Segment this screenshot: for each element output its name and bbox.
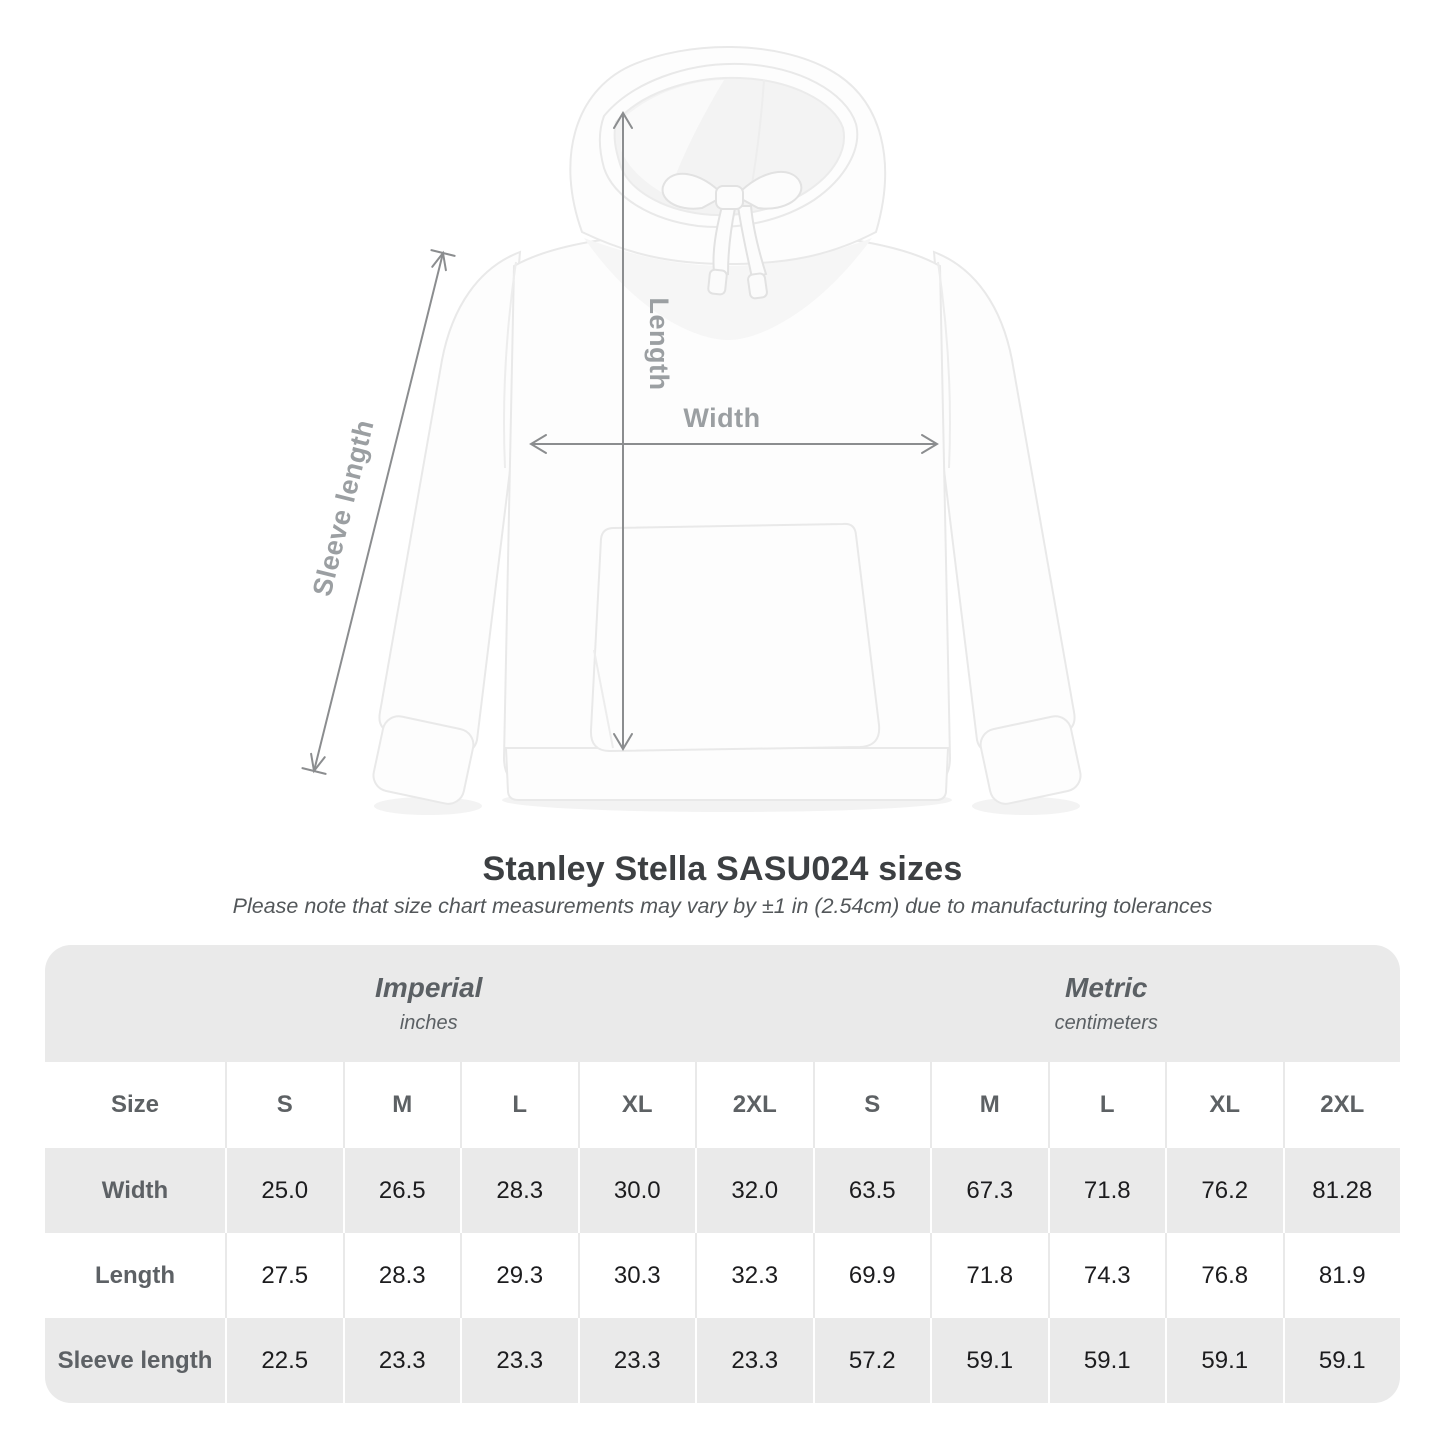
right-sleeve xyxy=(934,252,1075,751)
value-cell: 76.8 xyxy=(1165,1233,1283,1318)
imperial-header xyxy=(45,945,813,1062)
value-cell: 26.5 xyxy=(343,1148,461,1233)
value-cell: 69.9 xyxy=(813,1233,931,1318)
size-col-header: L xyxy=(460,1062,578,1148)
value-cell: 30.3 xyxy=(578,1233,696,1318)
value-cell: 30.0 xyxy=(578,1148,696,1233)
kangaroo-pocket xyxy=(591,524,879,751)
value-cell: 59.1 xyxy=(1283,1318,1401,1403)
size-table xyxy=(45,945,1400,1403)
value-cell: 74.3 xyxy=(1048,1233,1166,1318)
value-cell: 23.3 xyxy=(343,1318,461,1403)
imperial-unit: inches xyxy=(399,1012,458,1034)
size-col-label: Size xyxy=(45,1062,225,1148)
value-cell: 81.28 xyxy=(1283,1148,1401,1233)
row-label: Length xyxy=(45,1233,225,1318)
value-cell: 28.3 xyxy=(343,1233,461,1318)
size-col-header: XL xyxy=(578,1062,696,1148)
value-cell: 27.5 xyxy=(225,1233,343,1318)
value-cell: 59.1 xyxy=(930,1318,1048,1403)
value-cell: 25.0 xyxy=(225,1148,343,1233)
size-col-header: M xyxy=(343,1062,461,1148)
size-col-header: M xyxy=(930,1062,1048,1148)
hem-band xyxy=(506,748,948,800)
value-cell: 59.1 xyxy=(1165,1318,1283,1403)
left-sleeve xyxy=(379,252,520,751)
row-label: Width xyxy=(45,1148,225,1233)
value-cell: 23.3 xyxy=(460,1318,578,1403)
value-cell: 28.3 xyxy=(460,1148,578,1233)
sleeve-length-label: Sleeve length xyxy=(306,416,380,600)
value-cell: 23.3 xyxy=(695,1318,813,1403)
imperial-title: Imperial xyxy=(375,972,483,1003)
row-label: Sleeve length xyxy=(45,1318,225,1403)
value-cell: 59.1 xyxy=(1048,1318,1166,1403)
value-cell: 29.3 xyxy=(460,1233,578,1318)
value-cell: 32.0 xyxy=(695,1148,813,1233)
value-cell: 71.8 xyxy=(1048,1148,1166,1233)
value-cell: 71.8 xyxy=(930,1233,1048,1318)
size-col-header: 2XL xyxy=(695,1062,813,1148)
metric-title: Metric xyxy=(1065,972,1148,1003)
value-cell: 76.2 xyxy=(1165,1148,1283,1233)
size-col-header: S xyxy=(813,1062,931,1148)
value-cell: 81.9 xyxy=(1283,1233,1401,1318)
metric-unit: centimeters xyxy=(1054,1012,1158,1034)
metric-header xyxy=(813,945,1401,1062)
tolerance-note: Please note that size chart measurements may vary by ±1 in (2.54cm) due to manufacturing tolerances xyxy=(232,894,1213,918)
value-cell: 57.2 xyxy=(813,1318,931,1403)
value-cell: 23.3 xyxy=(578,1318,696,1403)
size-col-header: L xyxy=(1048,1062,1166,1148)
value-cell: 22.5 xyxy=(225,1318,343,1403)
size-col-header: 2XL xyxy=(1283,1062,1401,1148)
value-cell: 67.3 xyxy=(930,1148,1048,1233)
page-title: Stanley Stella SASU024 sizes xyxy=(482,850,963,888)
value-cell: 32.3 xyxy=(695,1233,813,1318)
width-label: Width xyxy=(683,403,761,433)
size-col-header: S xyxy=(225,1062,343,1148)
length-label: Length xyxy=(644,297,674,391)
size-col-header: XL xyxy=(1165,1062,1283,1148)
value-cell: 63.5 xyxy=(813,1148,931,1233)
